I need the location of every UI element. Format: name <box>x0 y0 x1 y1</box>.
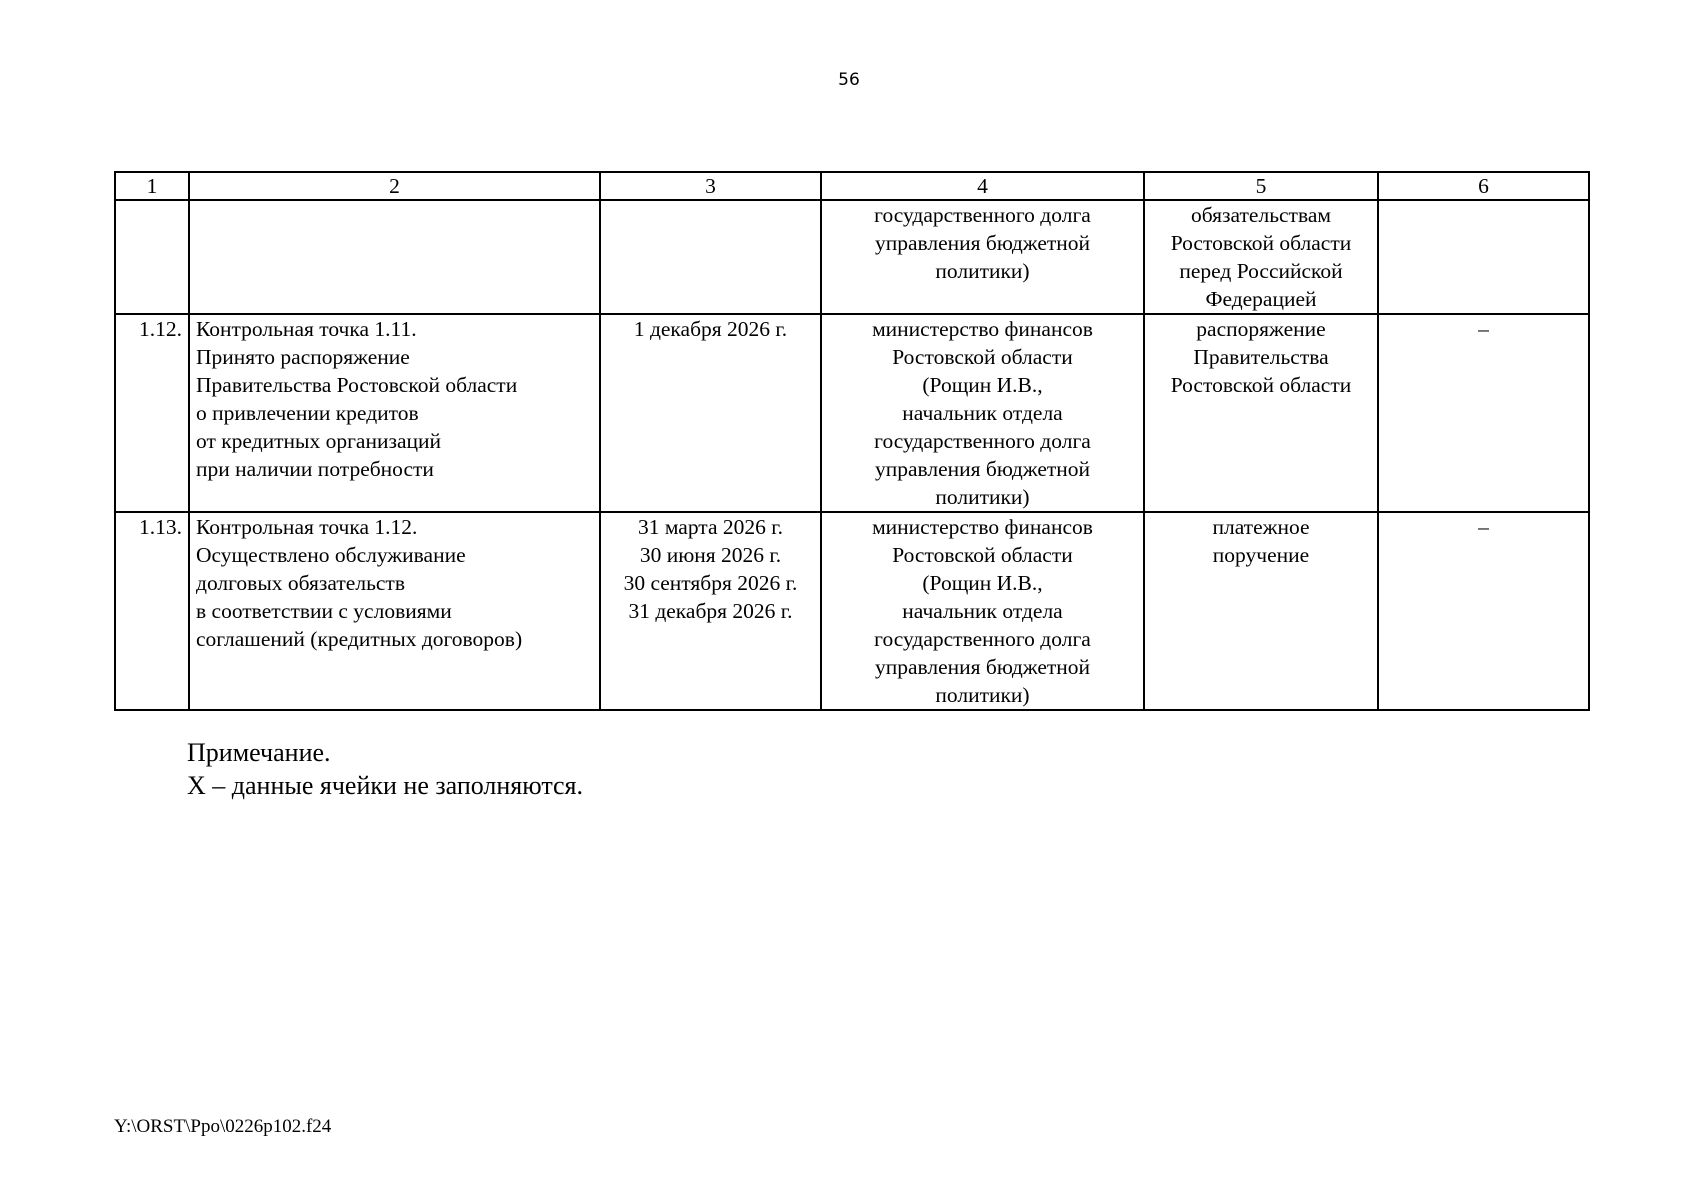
row-number-cell: 1.13. <box>115 512 189 710</box>
date-cell: 1 декабря 2026 г. <box>600 314 821 512</box>
control-point-cell: Контрольная точка 1.11. Принято распоряжение Правительства Ростовской области о привлечении кредитов от кредитных организаций при наличии потребности <box>189 314 600 512</box>
table-row <box>115 314 1589 512</box>
note-cell: – <box>1378 512 1589 710</box>
note-cell <box>1378 200 1589 314</box>
column-header-3: 3 <box>600 172 821 200</box>
column-header-6: 6 <box>1378 172 1589 200</box>
row-number-cell <box>115 200 189 314</box>
document-cell: распоряжение Правительства Ростовской области <box>1144 314 1378 512</box>
control-point-cell <box>189 200 600 314</box>
responsible-cell: государственного долга управления бюджетной политики) <box>821 200 1144 314</box>
document-cell: обязательствам Ростовской области перед Российской Федерацией <box>1144 200 1378 314</box>
note-block <box>187 736 583 802</box>
note-cell: – <box>1378 314 1589 512</box>
note-title: Примечание. <box>187 738 331 767</box>
file-path-footer: Y:\ORST\Ppo\0226p102.f24 <box>114 1116 332 1137</box>
note-text: Х – данные ячейки не заполняются. <box>187 771 584 800</box>
row-number-cell: 1.12. <box>115 314 189 512</box>
table-row <box>115 512 1589 710</box>
date-cell: 31 марта 2026 г. 30 июня 2026 г. 30 сентября 2026 г. 31 декабря 2026 г. <box>600 512 821 710</box>
date-cell <box>600 200 821 314</box>
column-header-2: 2 <box>189 172 600 200</box>
responsible-cell: министерство финансов Ростовской области (Рощин И.В., начальник отдела государственного долга управления бюджетной политики) <box>821 314 1144 512</box>
page-number: 56 <box>838 70 860 90</box>
control-point-cell: Контрольная точка 1.12. Осуществлено обслуживание долговых обязательств в соответствии с условиями соглашений (кредитных договоров) <box>189 512 600 710</box>
table-row <box>115 200 1589 314</box>
column-number-row <box>115 172 1589 200</box>
document-cell: платежное поручение <box>1144 512 1378 710</box>
column-header-5: 5 <box>1144 172 1378 200</box>
column-header-1: 1 <box>115 172 189 200</box>
column-header-4: 4 <box>821 172 1144 200</box>
control-points-table <box>114 171 1590 711</box>
responsible-cell: министерство финансов Ростовской области (Рощин И.В., начальник отдела государственного долга управления бюджетной политики) <box>821 512 1144 710</box>
